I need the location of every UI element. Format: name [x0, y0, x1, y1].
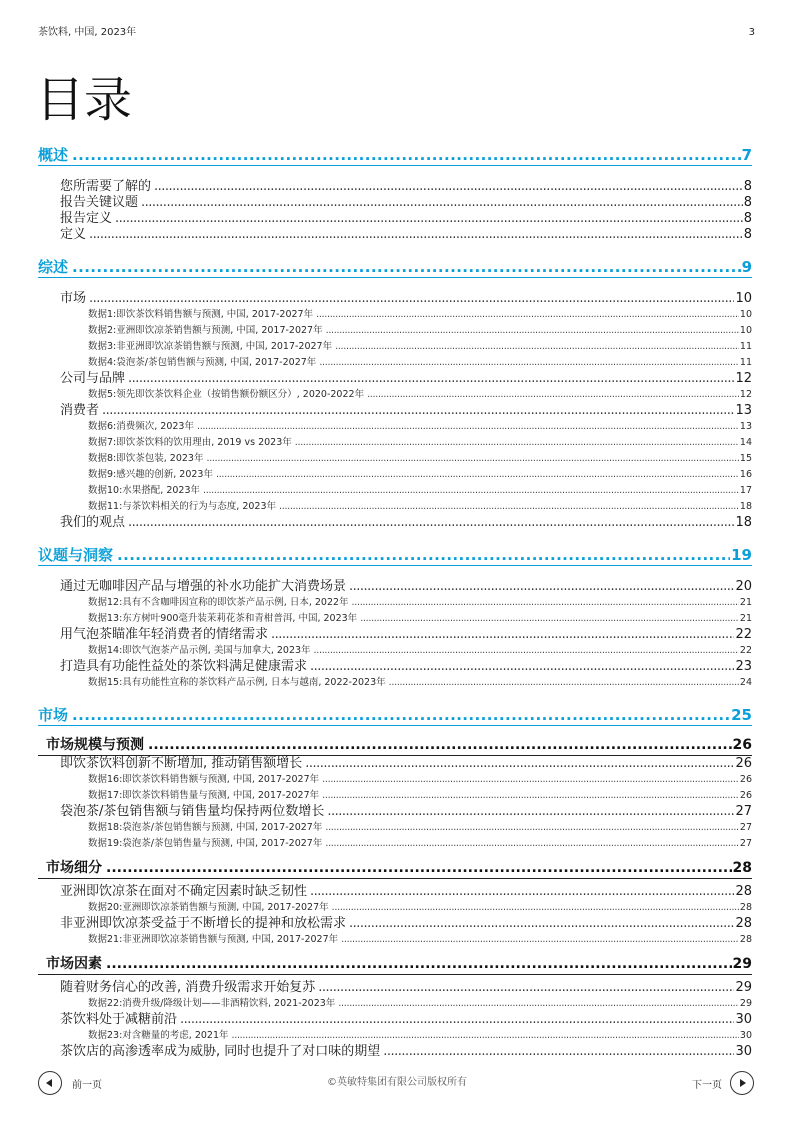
figure-title: 数据21:非亚洲即饮凉茶销售额与预测, 中国, 2017-2027年: [88, 934, 339, 945]
dot-leader: [154, 179, 743, 195]
toc-topic-link[interactable]: [38, 579, 752, 595]
toc-topic-link[interactable]: [38, 916, 752, 932]
page-number: 20: [735, 579, 752, 594]
figure-title: 数据2:亚洲即饮凉茶销售额与预测, 中国, 2017-2027年: [88, 325, 323, 336]
toc-figure-link[interactable]: [38, 820, 752, 836]
toc-figure-link[interactable]: [38, 595, 752, 611]
figure-title: 数据23:对含糖量的考虑, 2021年: [88, 1030, 229, 1041]
topic-title: 报告定义: [60, 211, 113, 226]
figure-title: 数据4:袋泡茶/茶包销售额与预测, 中国, 2017-2027年: [88, 357, 317, 368]
next-page-label: 下一页: [692, 1079, 722, 1091]
topic-title: 茶饮店的高渗透率成为威胁, 同时也提升了对口味的期望: [60, 1044, 381, 1059]
page-number: 10: [739, 309, 752, 320]
toc-figure-link[interactable]: [38, 435, 752, 451]
dot-leader: [203, 483, 739, 499]
toc-figure-link[interactable]: [38, 323, 752, 339]
dot-leader: [102, 403, 734, 419]
page-number: 22: [735, 627, 752, 642]
page-number: 28: [739, 934, 752, 945]
topic-title: 定义: [60, 227, 87, 242]
page-number: 30: [735, 1012, 752, 1027]
topic-title: 公司与品牌: [60, 371, 126, 386]
toc-figure-link[interactable]: [38, 611, 752, 627]
dot-leader: [319, 355, 739, 371]
figure-title: 数据19:袋泡茶/茶包销售量与预测, 中国, 2017-2027年: [88, 838, 323, 849]
figure-title: 数据17:即饮茶饮料销售量与预测, 中国, 2017-2027年: [88, 790, 320, 801]
page-number: 26: [739, 774, 752, 785]
dot-leader: [326, 323, 739, 339]
page-number: 24: [739, 677, 752, 688]
topic-title: 袋泡茶/茶包销售额与销售量均保持两位数增长: [60, 804, 325, 819]
topic-title: 随着财务信心的改善, 消费升级需求开始复苏: [60, 980, 316, 995]
dot-leader: [318, 980, 734, 996]
toc-topic-link[interactable]: [38, 291, 752, 307]
dot-leader: [332, 900, 739, 916]
dot-leader: [325, 820, 739, 836]
figure-title: 数据6:消费频次, 2023年: [88, 421, 194, 432]
topic-title: 消费者: [60, 403, 100, 418]
topic-title: 亚洲即饮凉茶在面对不确定因素时缺乏韧性: [60, 884, 308, 899]
page-number: 13: [735, 403, 752, 418]
toc-topic-link[interactable]: [38, 1044, 752, 1060]
toc-figure-link[interactable]: [38, 900, 752, 916]
page-number: 8: [743, 195, 752, 210]
topic-title: 我们的观点: [60, 515, 126, 530]
page-number: 8: [743, 179, 752, 194]
page-number: 9: [741, 258, 752, 276]
topic-title: 市场: [60, 291, 87, 306]
dot-leader: [322, 788, 739, 804]
page-number: 29: [739, 998, 752, 1009]
dot-leader: [128, 371, 734, 387]
dot-leader: [89, 227, 743, 243]
page-number: 18: [735, 515, 752, 530]
dot-leader: [325, 836, 739, 852]
page-number: 30: [735, 1044, 752, 1059]
dot-leader: [338, 996, 739, 1012]
toc-section-heading[interactable]: [38, 545, 752, 566]
page-number: 29: [732, 956, 752, 972]
toc-topic-link[interactable]: [38, 179, 752, 195]
toc-figure-link[interactable]: [38, 387, 752, 403]
page-number: 26: [735, 756, 752, 771]
dot-leader: [206, 451, 738, 467]
topic-title: 茶饮料处于减糖前沿: [60, 1012, 178, 1027]
dot-leader: [72, 257, 741, 277]
next-page-button[interactable]: [692, 1071, 754, 1095]
dot-leader: [148, 735, 732, 755]
dot-leader: [327, 804, 734, 820]
page-number: 10: [735, 291, 752, 306]
topic-title: 报告关键议题: [60, 195, 139, 210]
toc-topic-link[interactable]: [38, 195, 752, 211]
page-number: 7: [741, 146, 752, 164]
page-number: 3: [748, 27, 755, 38]
dot-leader: [180, 1012, 734, 1028]
topic-title: 通过无咖啡因产品与增强的补水功能扩大消费场景: [60, 579, 347, 594]
figure-title: 数据13:东方树叶900毫升装茉莉花茶和青柑普洱, 中国, 2023年: [88, 613, 358, 624]
toc-topic-link[interactable]: [38, 211, 752, 227]
figure-title: 数据11:与茶饮料相关的行为与态度, 2023年: [88, 501, 277, 512]
dot-leader: [72, 145, 741, 165]
page-number: 11: [739, 341, 752, 352]
dot-leader: [117, 545, 730, 565]
dot-leader: [389, 675, 739, 691]
figure-title: 数据12:具有不含咖啡因宣称的即饮茶产品示例, 日本, 2022年: [88, 597, 349, 608]
dot-leader: [271, 627, 734, 643]
page-number: 18: [739, 501, 752, 512]
toc-subsection-heading[interactable]: [38, 954, 752, 975]
page-number: 29: [735, 980, 752, 995]
figure-title: 数据14:即饮气泡茶产品示例, 美国与加拿大, 2023年: [88, 645, 311, 656]
dot-leader: [322, 772, 739, 788]
dot-leader: [89, 291, 734, 307]
toc-section-heading[interactable]: [38, 257, 752, 278]
page-number: 25: [731, 706, 752, 724]
section-title: 议题与洞察: [38, 546, 114, 564]
page-number: 15: [739, 453, 752, 464]
dot-leader: [349, 579, 734, 595]
toc-topic-link[interactable]: [38, 627, 752, 643]
topic-title: 非亚洲即饮凉茶受益于不断增长的提神和放松需求: [60, 916, 347, 931]
toc-topic-link[interactable]: [38, 980, 752, 996]
page-number: 28: [735, 916, 752, 931]
dot-leader: [128, 515, 734, 531]
toc-topic-link[interactable]: [38, 804, 752, 820]
subsection-title: 市场细分: [46, 860, 102, 876]
toc-topic-link[interactable]: [38, 227, 752, 243]
dot-leader: [72, 705, 730, 725]
dot-leader: [360, 611, 739, 627]
page-number: 11: [739, 357, 752, 368]
dot-leader: [349, 916, 734, 932]
toc-figure-link[interactable]: [38, 675, 752, 691]
subsection-title: 市场规模与预测: [46, 737, 144, 753]
page-number: 30: [739, 1030, 752, 1041]
table-of-contents: [38, 131, 752, 1060]
topic-title: 用气泡茶瞄准年轻消费者的情绪需求: [60, 627, 269, 642]
page-number: 28: [739, 902, 752, 913]
dot-leader: [335, 339, 739, 355]
toc-figure-link[interactable]: [38, 772, 752, 788]
figure-title: 数据20:亚洲即饮凉茶销售额与预测, 中国, 2017-2027年: [88, 902, 329, 913]
dot-leader: [279, 499, 739, 515]
topic-title: 即饮茶饮料创新不断增加, 推动销售额增长: [60, 756, 303, 771]
figure-title: 数据9:感兴趣的创新, 2023年: [88, 469, 213, 480]
figure-title: 数据1:即饮茶饮料销售额与预测, 中国, 2017-2027年: [88, 309, 314, 320]
figure-title: 数据7:即饮茶饮料的饮用理由, 2019 vs 2023年: [88, 437, 292, 448]
dot-leader: [141, 195, 743, 211]
section-title: 概述: [38, 146, 69, 164]
toc-figure-link[interactable]: [38, 499, 752, 515]
dot-leader: [305, 756, 734, 772]
dot-leader: [106, 858, 732, 878]
figure-title: 数据8:即饮茶包装, 2023年: [88, 453, 204, 464]
dot-leader: [314, 643, 739, 659]
page-number: 16: [739, 469, 752, 480]
page-number: 21: [739, 597, 752, 608]
toc-figure-link[interactable]: [38, 307, 752, 323]
toc-figure-link[interactable]: [38, 836, 752, 852]
topic-title: 打造具有功能性益处的茶饮料满足健康需求: [60, 659, 308, 674]
toc-figure-link[interactable]: [38, 788, 752, 804]
page-title: 目录: [36, 72, 133, 128]
report-title: 茶饮料, 中国, 2023年: [38, 27, 137, 38]
page-number: 27: [739, 822, 752, 833]
toc-section-heading[interactable]: [38, 145, 752, 166]
toc-figure-link[interactable]: [38, 996, 752, 1012]
copyright-notice: ©英敏特集团有限公司版权所有: [327, 1077, 467, 1088]
toc-figure-link[interactable]: [38, 483, 752, 499]
page-number: 26: [732, 737, 752, 753]
page-number: 22: [739, 645, 752, 656]
toc-figure-link[interactable]: [38, 355, 752, 371]
page-number: 27: [735, 804, 752, 819]
figure-title: 数据15:具有功能性宣称的茶饮料产品示例, 日本与越南, 2022-2023年: [88, 677, 386, 688]
subsection-title: 市场因素: [46, 956, 102, 972]
dot-leader: [232, 1028, 739, 1044]
toc-topic-link[interactable]: [38, 403, 752, 419]
page-number: 21: [739, 613, 752, 624]
dot-leader: [316, 307, 739, 323]
dot-leader: [310, 659, 734, 675]
toc-figure-link[interactable]: [38, 932, 752, 948]
page-number: 17: [739, 485, 752, 496]
figure-title: 数据18:袋泡茶/茶包销售额与预测, 中国, 2017-2027年: [88, 822, 323, 833]
topic-title: 您所需要了解的: [60, 179, 152, 194]
arrow-right-icon[interactable]: [730, 1071, 754, 1095]
toc-topic-link[interactable]: [38, 371, 752, 387]
dot-leader: [341, 932, 739, 948]
figure-title: 数据3:非亚洲即饮凉茶销售额与预测, 中国, 2017-2027年: [88, 341, 333, 352]
toc-topic-link[interactable]: [38, 1012, 752, 1028]
dot-leader: [367, 387, 739, 403]
page-number: 13: [739, 421, 752, 432]
dot-leader: [352, 595, 739, 611]
page-number: 12: [735, 371, 752, 386]
toc-topic-link[interactable]: [38, 884, 752, 900]
toc-subsection-heading[interactable]: [38, 735, 752, 756]
toc-topic-link[interactable]: [38, 515, 752, 531]
page-number: 28: [735, 884, 752, 899]
page-number: 8: [743, 211, 752, 226]
toc-topic-link[interactable]: [38, 756, 752, 772]
toc-figure-link[interactable]: [38, 467, 752, 483]
dot-leader: [197, 419, 739, 435]
page-number: 28: [732, 860, 752, 876]
figure-title: 数据22:消费升级/降级计划——非酒精饮料, 2021-2023年: [88, 998, 336, 1009]
dot-leader: [383, 1044, 734, 1060]
page-number: 12: [739, 389, 752, 400]
toc-section-heading[interactable]: [38, 705, 752, 726]
toc-subsection-heading[interactable]: [38, 858, 752, 879]
toc-figure-link[interactable]: [38, 643, 752, 659]
page-number: 26: [739, 790, 752, 801]
page-number: 10: [739, 325, 752, 336]
dot-leader: [216, 467, 739, 483]
section-title: 市场: [38, 706, 69, 724]
figure-title: 数据10:水果搭配, 2023年: [88, 485, 201, 496]
toc-figure-link[interactable]: [38, 451, 752, 467]
dot-leader: [310, 884, 734, 900]
figure-title: 数据16:即饮茶饮料销售额与预测, 中国, 2017-2027年: [88, 774, 320, 785]
dot-leader: [115, 211, 743, 227]
toc-figure-link[interactable]: [38, 1028, 752, 1044]
dot-leader: [106, 954, 732, 974]
toc-figure-link[interactable]: [38, 339, 752, 355]
prev-page-label: 前一页: [72, 1079, 102, 1091]
page-number: 19: [731, 546, 752, 564]
toc-figure-link[interactable]: [38, 419, 752, 435]
section-title: 综述: [38, 258, 69, 276]
page-number: 27: [739, 838, 752, 849]
dot-leader: [295, 435, 739, 451]
toc-topic-link[interactable]: [38, 659, 752, 675]
page-number: 23: [735, 659, 752, 674]
page-number: 14: [739, 437, 752, 448]
figure-title: 数据5:领先即饮茶饮料企业（按销售额份额区分）, 2020-2022年: [88, 389, 365, 400]
page-number: 8: [743, 227, 752, 242]
